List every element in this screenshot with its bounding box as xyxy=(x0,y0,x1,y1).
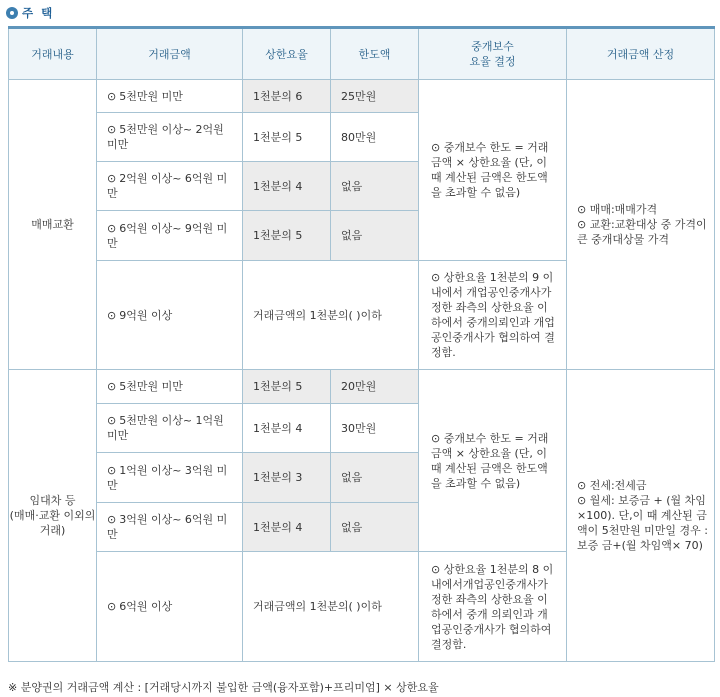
rate-cell: 1천분의 5 xyxy=(243,113,331,162)
table-row xyxy=(9,370,715,404)
category-lease-line2: (매매·교환 이외의 거래) xyxy=(9,509,96,537)
fee-note-lease-top: ⊙ 상한요율 1천분의 8 이내에서개업공인중개사가 정한 좌측의 상한요율 이하에서 중개 의뢰인과 개업공인중개사가 협의하여 결정함. xyxy=(419,552,567,662)
limit-cell: 없음 xyxy=(331,211,419,261)
calc-lease-line2: ⊙ 월세: 보증금 + (월 차임×100). 단,이 때 계산된 금액이 5천만원 미만일 경우 : 보증 금+(월 차임액× 70) xyxy=(577,494,708,552)
footnote-presale-right: ※ 분양권의 거래금액 계산 : [거래당시까지 불입한 금액(융자포함)+프리미엄] × 상한요율 xyxy=(8,681,439,694)
amount-cell: ⊙ 6억원 이상~ 9억원 미만 xyxy=(97,211,243,261)
calc-sale-line2: ⊙ 교환:교환대상 중 가격이 큰 중개대상물 가격 xyxy=(577,218,707,246)
category-sale: 매매교환 xyxy=(9,80,97,370)
rate-cell: 1천분의 5 xyxy=(243,211,331,261)
fee-note-sale-top: ⊙ 상한요율 1천분의 9 이내에서 개업공인중개사가 정한 좌측의 상한요율 이하에서 중개의뢰인과 개업공인중개사가 협의하여 결정함. xyxy=(419,261,567,370)
calc-lease-line1: ⊙ 전세:전세금 xyxy=(577,479,647,492)
section-title: 주 택 xyxy=(22,6,55,20)
table-row xyxy=(9,80,715,113)
header-amount: 거래금액 xyxy=(97,28,243,80)
calc-sale-line1: ⊙ 매매:매매가격 xyxy=(577,203,658,216)
section-heading xyxy=(6,5,54,21)
brokerage-fee-table xyxy=(8,26,715,662)
amount-cell: ⊙ 5천만원 이상~ 1억원 미만 xyxy=(97,404,243,453)
fee-note-sale: ⊙ 중개보수 한도 = 거래 금액 × 상한요율 (단, 이 때 계산된 금액은 한도액을 초과할 수 없음) xyxy=(419,80,567,261)
circle-bullet-icon xyxy=(6,7,18,19)
amount-cell: ⊙ 2억원 이상~ 6억원 미만 xyxy=(97,162,243,211)
limit-cell: 30만원 xyxy=(331,404,419,453)
rate-cell: 1천분의 3 xyxy=(243,453,331,503)
amount-cell: ⊙ 5천만원 이상~ 2억원 미만 xyxy=(97,113,243,162)
rate-cell: 1천분의 5 xyxy=(243,370,331,404)
header-fee-line2: 요율 결정 xyxy=(469,55,516,68)
header-fee-decision xyxy=(419,28,567,80)
rate-merged-cell: 거래금액의 1천분의( )이하 xyxy=(243,552,419,662)
amount-cell: ⊙ 1억원 이상~ 3억원 미만 xyxy=(97,453,243,503)
limit-cell: 80만원 xyxy=(331,113,419,162)
rate-cell: 1천분의 4 xyxy=(243,503,331,552)
category-lease xyxy=(9,370,97,662)
rate-cell: 1천분의 4 xyxy=(243,404,331,453)
calc-sale xyxy=(567,80,715,370)
amount-cell: ⊙ 9억원 이상 xyxy=(97,261,243,370)
amount-cell: ⊙ 6억원 이상 xyxy=(97,552,243,662)
header-fee-line1: 중개보수 xyxy=(471,40,514,53)
header-calc: 거래금액 산정 xyxy=(567,28,715,80)
header-rate: 상한요율 xyxy=(243,28,331,80)
calc-lease xyxy=(567,370,715,662)
rate-merged-cell: 거래금액의 1천분의( )이하 xyxy=(243,261,419,370)
amount-cell: ⊙ 5천만원 미만 xyxy=(97,370,243,404)
header-category: 거래내용 xyxy=(9,28,97,80)
limit-cell: 없음 xyxy=(331,503,419,552)
limit-cell: 25만원 xyxy=(331,80,419,113)
limit-cell: 20만원 xyxy=(331,370,419,404)
amount-cell: ⊙ 5천만원 미만 xyxy=(97,80,243,113)
limit-cell: 없음 xyxy=(331,453,419,503)
rate-cell: 1천분의 6 xyxy=(243,80,331,113)
limit-cell: 없음 xyxy=(331,162,419,211)
category-lease-line1: 임대차 등 xyxy=(29,494,76,507)
table-header-row xyxy=(9,28,715,80)
rate-cell: 1천분의 4 xyxy=(243,162,331,211)
amount-cell: ⊙ 3억원 이상~ 6억원 미만 xyxy=(97,503,243,552)
fee-note-lease: ⊙ 중개보수 한도 = 거래 금액 × 상한요율 (단, 이 때 계산된 금액은 한도액을 초과할 수 없음) xyxy=(419,370,567,552)
header-limit: 한도액 xyxy=(331,28,419,80)
